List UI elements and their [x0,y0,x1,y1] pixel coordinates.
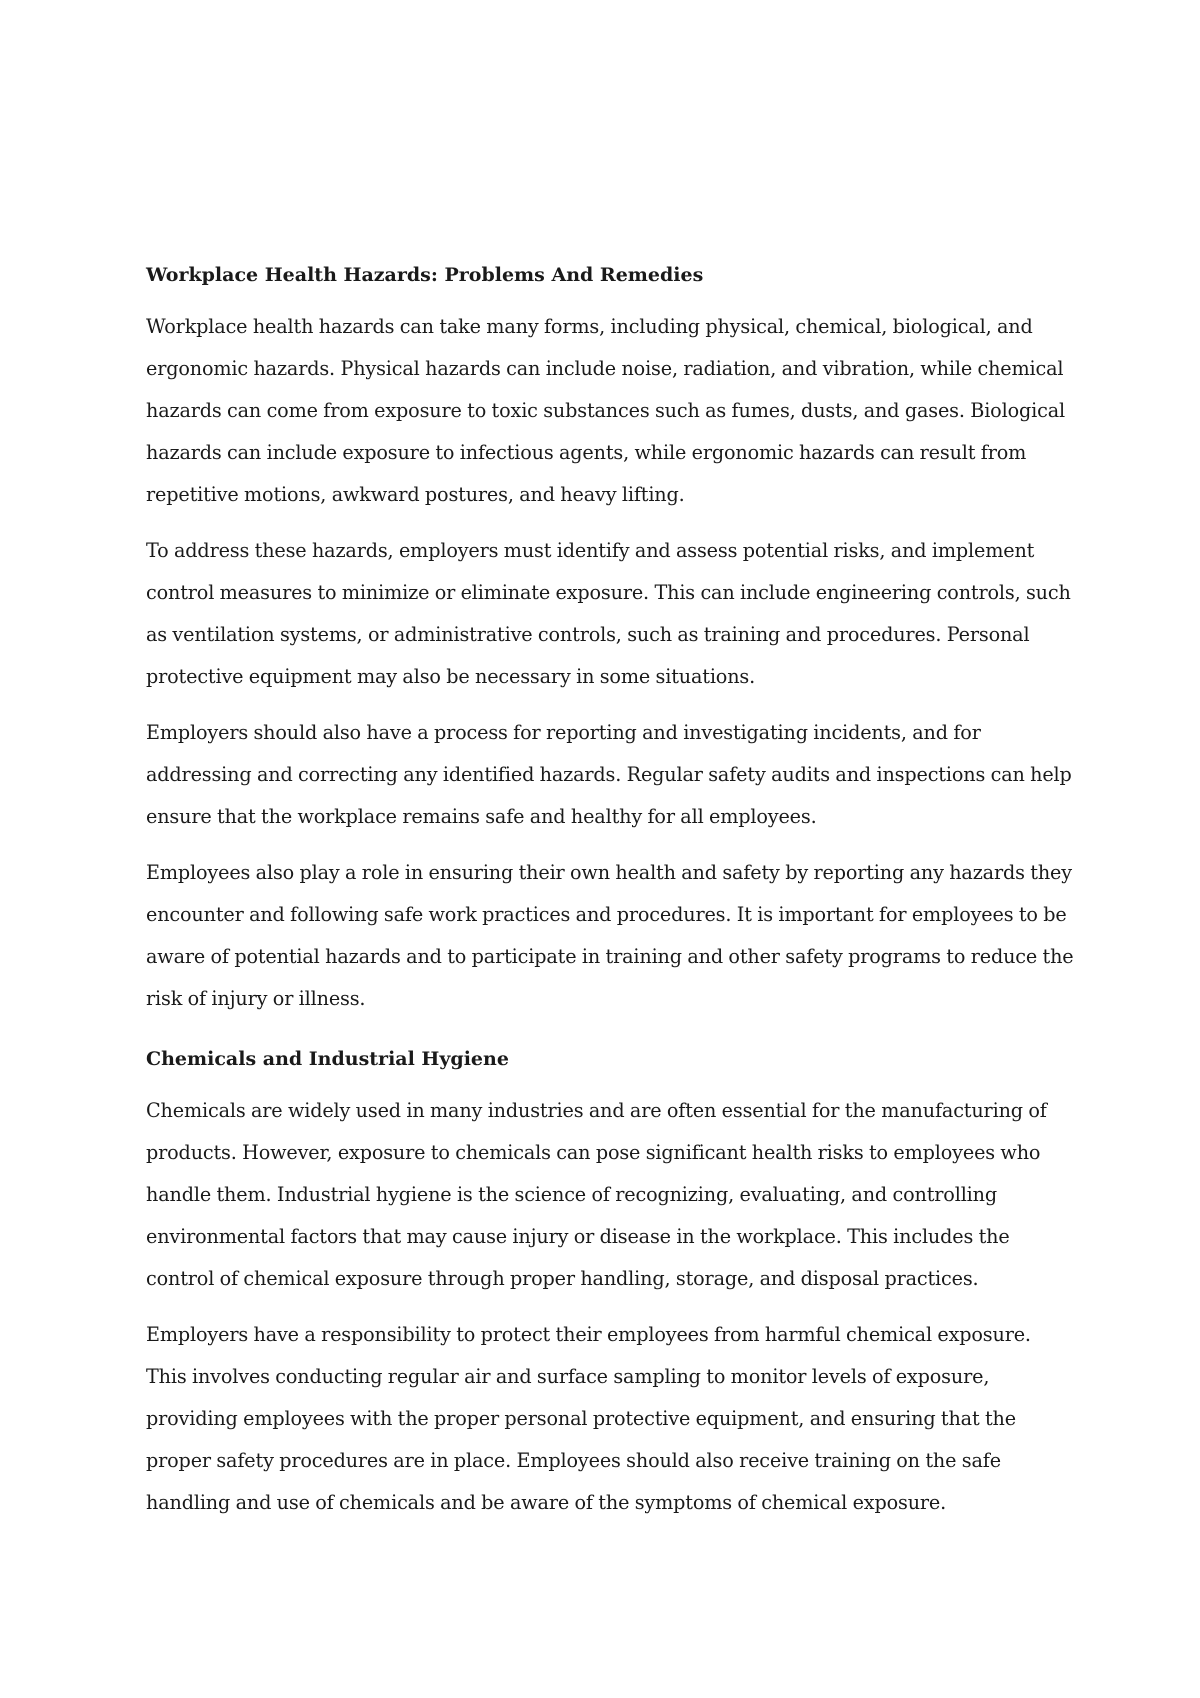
paragraph: Employers have a responsibility to protect their employees from harmful chemical exposure. This involves conducting regular air and surface sampling to monitor levels of exposure, providing employees with the proper personal protective equipment, and ensuring that the proper safety procedures are in place. Employees should also receive training on the safe handling and use of chemicals and be aware of the symptoms of chemical exposure. [146,1323,1031,1514]
paragraph: Employers should also have a process for reporting and investigating incidents, and for addressing and correcting any identified hazards. Regular safety audits and inspections can help ensure that the workplace remains safe and healthy for all employees. [146,721,1072,828]
paragraph: Chemicals are widely used in many industries and are often essential for the manufacturing of products. However, exposure to chemicals can pose significant health risks to employees who handle them. Industrial hygiene is the science of recognizing, evaluating, and controlling environmental factors that may cause injury or disease in the workplace. This includes the control of chemical exposure through proper handling, storage, and disposal practices. [146,1099,1047,1290]
paragraph: Employees also play a role in ensuring their own health and safety by reporting any hazards they encounter and following safe work practices and procedures. It is important for employees to be aware of potential hazards and to participate in training and other safety programs to reduce the risk of injury or illness. [146,861,1074,1010]
paragraph: To address these hazards, employers must identify and assess potential risks, and implement control measures to minimize or eliminate exposure. This can include engineering controls, such as ventilation systems, or administrative controls, such as training and procedures. Personal protective equipment may also be necessary in some situations. [146,539,1071,688]
paragraph: Workplace health hazards can take many forms, including physical, chemical, biological, and ergonomic hazards. Physical hazards can include noise, radiation, and vibration, while chemical hazards can come from exposure to toxic substances such as fumes, dusts, and gases. Biological hazards can include exposure to infectious agents, while ergonomic hazards can result from repetitive motions, awkward postures, and heavy lifting. [146,315,1065,506]
document-title: Workplace Health Hazards: Problems And Remedies [146,264,704,286]
section-heading: Chemicals and Industrial Hygiene [146,1048,509,1070]
document-body [146,262,1076,1538]
